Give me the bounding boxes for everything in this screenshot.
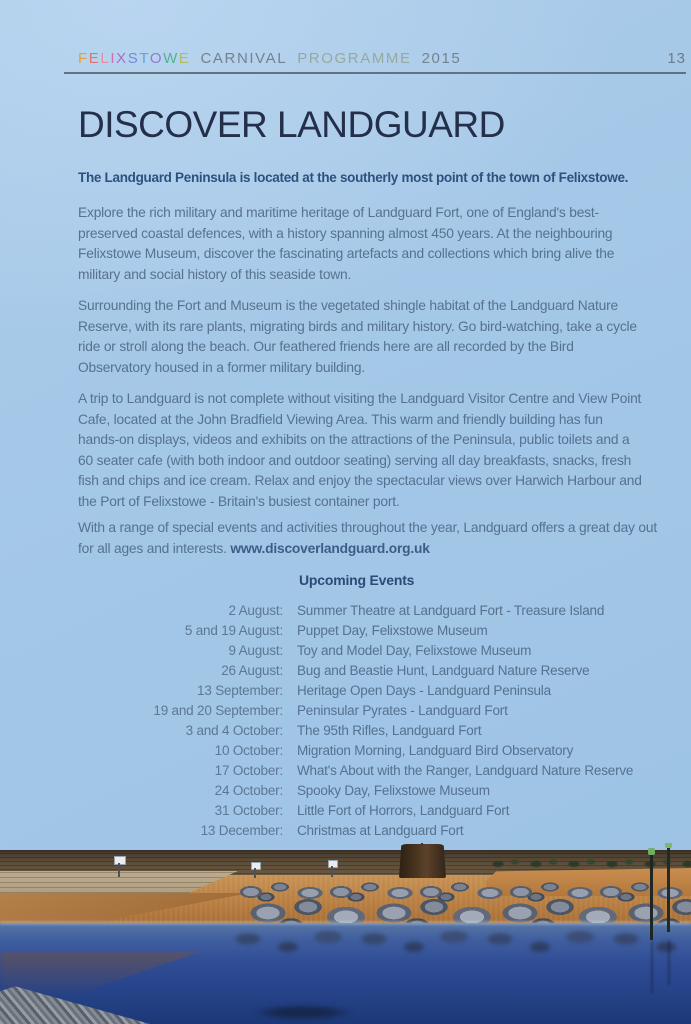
header-word-programme: PROGRAMME: [297, 50, 412, 67]
event-row: [78, 781, 681, 801]
event-date: 26 August:: [221, 663, 283, 678]
paragraph-visitor-centre: A trip to Landguard is not complete without visiting the Landguard Visitor Centre and View Point Cafe, located at the John Bradfield Viewing Area. This warm and friendly building has fun hands-on displays, videos and exhibits on the attractions of the Peninsula, public toilets and a 60 seater cafe (with both indoor and outdoor seating) serving all day breakfasts, snacks, fresh fish and chips and ice cream. Relax and enjoy the spectacular views over Harwich Harbour and the Port of Felixstowe - Britain's busiest container port.: [78, 391, 642, 509]
paragraph-nature-reserve: Surrounding the Fort and Museum is the vegetated shingle habitat of the Landguard Nature Reserve, with its rare plants, migrating birds and military history. Go bird-watching, take a cycle ride or stroll along the beach. Our feathered friends here are all recorded by the Bird Observatory housed in a former military building.: [78, 298, 637, 375]
event-date: 13 December:: [200, 823, 283, 838]
brand-letter: O: [149, 50, 164, 67]
lead-paragraph: The Landguard Peninsula is located at the southerly most point of the town of Felixstowe.: [78, 170, 629, 185]
brand-letter: S: [127, 50, 140, 67]
event-title: Christmas at Landguard Fort: [297, 823, 464, 838]
page-title: DISCOVER LANDGUARD: [78, 104, 505, 145]
event-row: [78, 641, 681, 661]
brand-letter: E: [88, 50, 101, 67]
event-date: 19 and 20 September:: [153, 703, 283, 718]
event-title: Spooky Day, Felixstowe Museum: [297, 783, 490, 798]
event-date: 5 and 19 August:: [184, 623, 283, 638]
brand-letter: L: [100, 50, 111, 67]
event-row: [78, 761, 681, 781]
paragraph-closing: [78, 518, 668, 559]
event-title: Bug and Beastie Hunt, Landguard Nature Reserve: [297, 663, 590, 678]
header-word-year: 2015: [421, 50, 462, 67]
event-date: 31 October:: [214, 803, 283, 818]
event-row: [78, 681, 681, 701]
brand-letter: I: [110, 50, 117, 67]
closing-text: With a range of special events and activities throughout the year, Landguard offers a great day out for all ages and interests.: [78, 520, 657, 556]
brand-letter: X: [116, 50, 128, 67]
website-url: www.discoverlandguard.org.uk: [230, 540, 430, 556]
event-date: 3 and 4 October:: [185, 723, 283, 738]
event-title: The 95th Rifles, Landguard Fort: [297, 723, 482, 738]
event-title: Toy and Model Day, Felixstowe Museum: [297, 643, 532, 658]
event-row: [78, 741, 681, 761]
header-row: [64, 50, 686, 67]
event-date: 2 August:: [228, 603, 283, 618]
brand-letter: T: [139, 50, 150, 67]
header-word-carnival: CARNIVAL: [200, 50, 288, 67]
event-title: Peninsular Pyrates - Landguard Fort: [297, 703, 508, 718]
brand-letter: E: [178, 50, 191, 67]
brand-felixstowe: [78, 50, 190, 67]
events-heading: Upcoming Events: [299, 572, 415, 588]
event-row: [78, 601, 681, 621]
event-row: [78, 801, 681, 821]
page-number: 13: [667, 50, 686, 67]
events-list: [78, 601, 681, 841]
event-title: Little Fort of Horrors, Landguard Fort: [297, 803, 510, 818]
event-row: [78, 701, 681, 721]
brand-letter: W: [163, 50, 179, 67]
event-title: Summer Theatre at Landguard Fort - Treasure Island: [297, 603, 605, 618]
event-title: Migration Morning, Landguard Bird Observatory: [297, 743, 574, 758]
event-date: 17 October:: [214, 763, 283, 778]
brand-letter: F: [78, 50, 89, 67]
header-rule: [64, 72, 686, 74]
event-row: [78, 821, 681, 841]
event-date: 10 October:: [214, 743, 283, 758]
event-row: [78, 721, 681, 741]
event-title: Heritage Open Days - Landguard Peninsula: [297, 683, 551, 698]
event-row: [78, 661, 681, 681]
paragraph-fort-museum: Explore the rich military and maritime heritage of Landguard Fort, one of England's best-preserved coastal defences, with a history spanning almost 450 years. At the neighbouring Felixstowe Museum, discover the fascinating artefacts and collections which bring alive the military and social history of this seaside town.: [78, 205, 615, 282]
event-title: Puppet Day, Felixstowe Museum: [297, 623, 488, 638]
page-header: [64, 50, 686, 74]
event-row: [78, 621, 681, 641]
event-title: What's About with the Ranger, Landguard Nature Reserve: [297, 763, 634, 778]
event-date: 9 August:: [228, 643, 283, 658]
event-date: 24 October:: [214, 783, 283, 798]
event-date: 13 September:: [197, 683, 283, 698]
